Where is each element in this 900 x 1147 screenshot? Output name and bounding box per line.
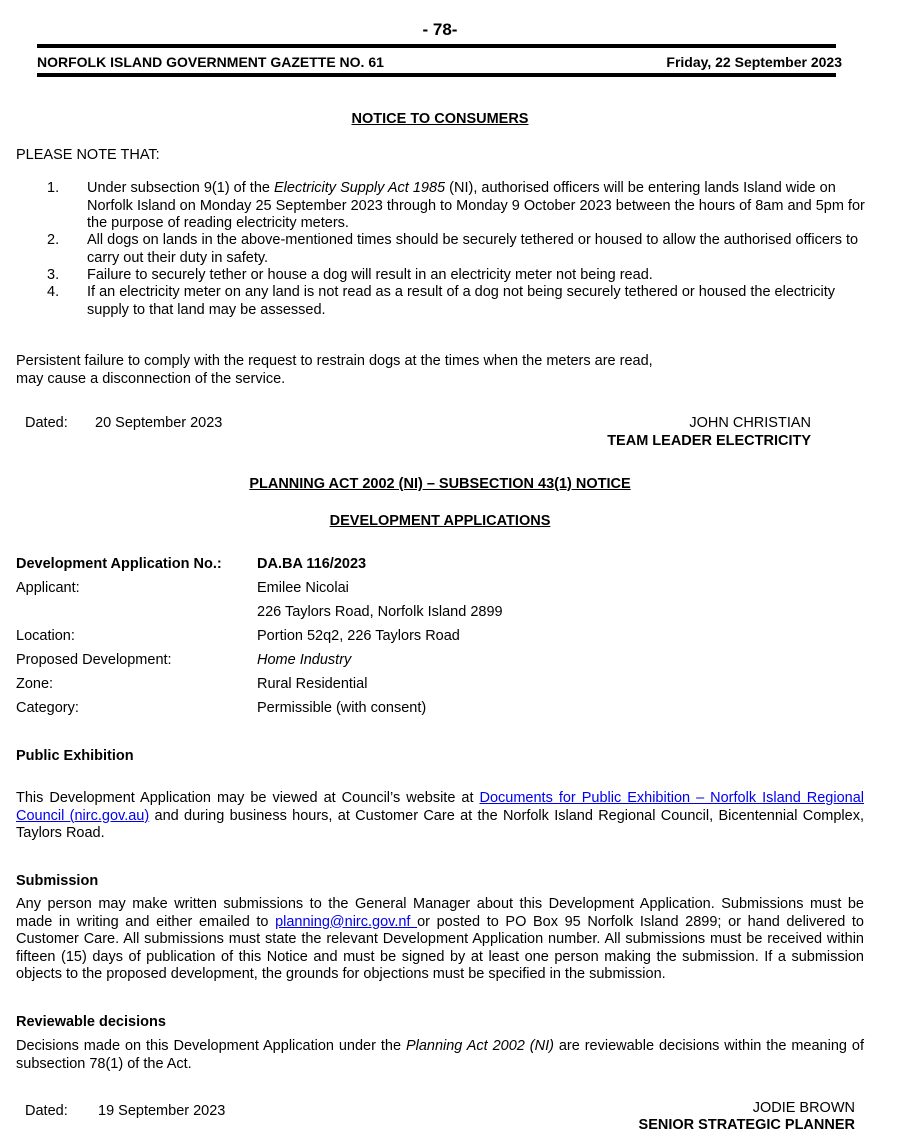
list-item: If an electricity meter on any land is not read as a result of a dog not being securely tethered or housed the electricity supply to that land may be assessed. [87,284,835,318]
development-applications-heading: DEVELOPMENT APPLICATIONS [329,513,551,529]
dated-label: Dated: [25,1103,68,1119]
list-item: Failure to securely tether or house a dog will result in an electricity meter not being read. [87,267,653,283]
paragraph-text: Any person may make written submissions to the General Manager about this Development Application. Submissions must be made in writing and either emailed to [16,896,864,930]
paragraph-text: This Development Application may be viewed at Council’s website at [16,790,480,806]
paragraph-text: or posted to PO Box 95 Norfolk Island 2899; or hand delivered to Customer Care. All submissions must state the relevant Development Application number. All submissions must be received within fifteen (15) days of publication of this Notice and must be signed by at least one person making the submission. If a submission objects to the proposed development, the grounds for objections must be specified in the submission. [16,913,864,982]
reviewable-decisions-heading: Reviewable decisions [16,1014,166,1030]
list-item-number: 4. [47,284,60,300]
paragraph-text: Decisions made on this Development Application under the [16,1038,406,1054]
planning-email-link[interactable]: planning@nirc.gov.nf [275,913,418,930]
dated-value: 19 September 2023 [98,1103,226,1119]
header-rule-top [37,44,836,48]
signatory-title: TEAM LEADER ELECTRICITY [607,433,811,449]
dated-value: 20 September 2023 [95,415,223,431]
submission-paragraph [16,896,864,984]
location-value: Portion 52q2, 226 Taylors Road [257,628,460,644]
list-item [87,180,872,233]
paragraph-text: and during business hours, at Customer Care at the Norfolk Island Regional Council, Bicentennial Complex, Taylors Road. [16,807,864,841]
submission-heading: Submission [16,873,99,889]
list-item-number: 3. [47,267,60,283]
signatory-name: JOHN CHRISTIAN [689,415,811,431]
applicant-value: Emilee Nicolai [257,580,349,596]
reviewable-decisions-paragraph [16,1038,864,1073]
paragraph-text: are reviewable decisions within the meaning of subsection 78(1) of the Act. [16,1038,864,1072]
list-item-number: 2. [47,232,60,248]
list-item-text: (NI), authorised officers will be entering lands Island wide on Norfolk Island on Monday 25 September 2023 through to Monday 9 October 2023 between the hours of 8am and 5pm for the purpose of reading electricity meters. [87,180,865,231]
proposed-development-label: Proposed Development: [16,652,172,668]
persistent-failure-text [16,353,653,388]
signatory-title: SENIOR STRATEGIC PLANNER [638,1117,855,1133]
da-number-label: Development Application No.: [16,556,222,572]
da-number-value: DA.BA 116/2023 [257,556,367,572]
category-value: Permissible (with consent) [257,700,427,716]
applicant-address: 226 Taylors Road, Norfolk Island 2899 [257,604,503,620]
public-exhibition-heading: Public Exhibition [16,748,134,764]
page-number: - 78- [422,20,458,39]
list-item-number: 1. [47,180,60,196]
notice-intro: PLEASE NOTE THAT: [16,147,160,163]
signatory-name: JODIE BROWN [752,1100,855,1116]
zone-label: Zone: [16,676,54,692]
gazette-title: NORFOLK ISLAND GOVERNMENT GAZETTE NO. 61 [37,54,384,70]
zone-value: Rural Residential [257,676,368,692]
category-label: Category: [16,700,79,716]
dated-label: Dated: [25,415,68,431]
planning-heading: PLANNING ACT 2002 (NI) – SUBSECTION 43(1) NOTICE [249,476,631,492]
list-item: All dogs on lands in the above-mentioned times should be securely tethered or housed to allow the authorised officers to carry out their duty in safety. [87,232,859,266]
gazette-date: Friday, 22 September 2023 [666,54,842,70]
applicant-label: Applicant: [16,580,80,596]
proposed-development-value: Home Industry [257,652,352,668]
header-rule-bottom [37,73,836,77]
notice-heading: NOTICE TO CONSUMERS [351,111,529,127]
public-exhibition-paragraph [16,790,864,843]
list-item-text: Under subsection 9(1) of the [87,180,274,196]
location-label: Location: [16,628,75,644]
act-title: Electricity Supply Act 1985 [274,180,446,196]
persistent-line-2: may cause a disconnection of the service. [16,370,286,387]
public-exhibition-link[interactable]: Documents for Public Exhibition – Norfolk Island Regional Council (nirc.gov.au) [16,790,864,824]
act-title: Planning Act 2002 (NI) [405,1038,554,1054]
persistent-line-1: Persistent failure to comply with the request to restrain dogs at the times when the meters are read, [16,353,653,369]
